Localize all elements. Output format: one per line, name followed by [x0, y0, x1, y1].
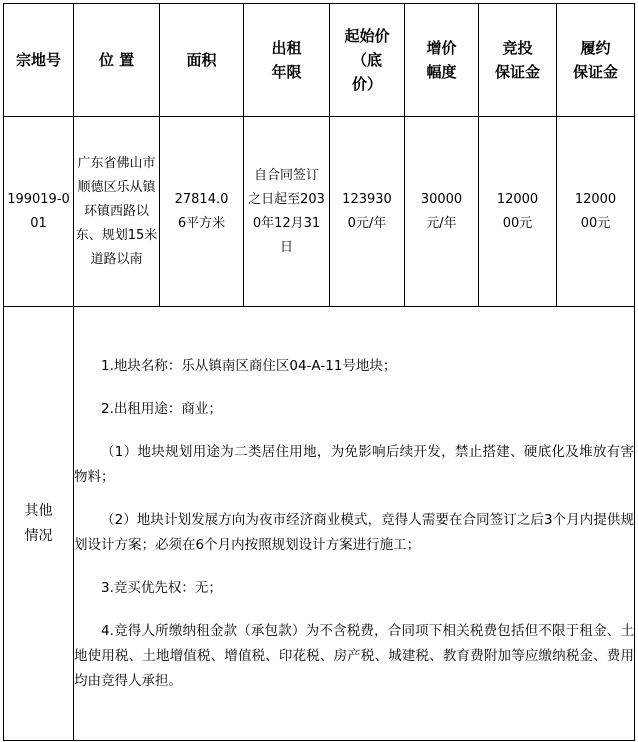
header-row	[4, 4, 635, 117]
table-row	[4, 117, 635, 307]
cell-location: 广东省佛山市顺德区乐从镇环镇西路以东、规划15米道路以南	[74, 117, 160, 307]
header-price-increment: 增价 幅度	[405, 4, 479, 117]
other-info-label: 其他 情况	[4, 307, 74, 741]
header-bid-deposit: 竞投 保证金	[479, 4, 557, 117]
header-area: 面积	[160, 4, 244, 117]
cell-bid-deposit: 1200000元	[479, 117, 557, 307]
header-performance-deposit: 履约 保证金	[557, 4, 635, 117]
note-paragraph: 1.地块名称：乐从镇南区商住区04-A-11号地块；	[101, 357, 397, 374]
cell-lease-term: 自合同签订之日起至2030年12月31日	[244, 117, 330, 307]
cell-start-price: 1239300元/年	[330, 117, 405, 307]
cell-price-increment: 30000元/年	[405, 117, 479, 307]
header-start-price: 起始价 （底 价）	[330, 4, 405, 117]
note-paragraph: 4.竞得人所缴纳租金款（承包款）为不含税费，合同项下相关税费包括但不限于租金、土地使用税、土地增值税、增值税、印花税、房产税、城建税、教育费附加等应缴纳税金、费用均由竞得人承担。	[74, 622, 634, 689]
cell-parcel-id: 199019-001	[4, 117, 74, 307]
other-info-row	[4, 307, 635, 741]
note-paragraph: （1）地块规划用途为二类居住用地，为免影响后续开发，禁止搭建、硬底化及堆放有害物料；	[74, 443, 634, 485]
header-lease-term: 出租 年限	[244, 4, 330, 117]
land-lease-table	[3, 3, 635, 741]
cell-performance-deposit: 1200000元	[557, 117, 635, 307]
note-paragraph: 3.竞买优先权：无；	[101, 579, 222, 596]
header-location: 位 置	[74, 4, 160, 117]
note-paragraph: （2）地块计划发展方向为夜市经济商业模式，竞得人需要在合同签订之后3个月内提供规划设计方案；必须在6个月内按照规划设计方案进行施工；	[74, 511, 634, 553]
other-info-content	[74, 307, 635, 741]
note-paragraph: 2.出租用途：商业；	[101, 400, 222, 417]
header-parcel-id: 宗地号	[4, 4, 74, 117]
cell-area: 27814.06平方米	[160, 117, 244, 307]
